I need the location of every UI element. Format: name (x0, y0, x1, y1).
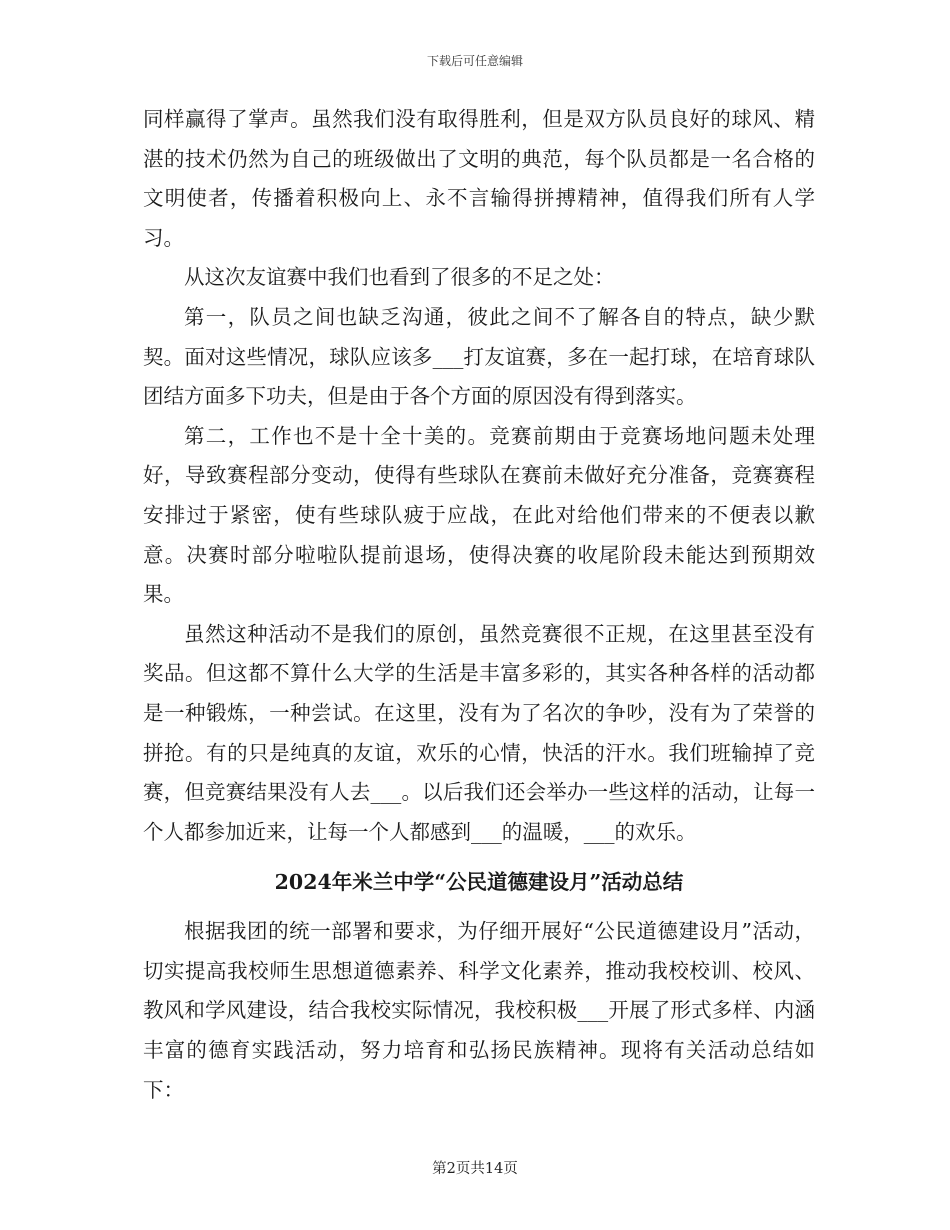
paragraph-shortcomings-intro: 从这次友谊赛中我们也看到了很多的不足之处： (184, 265, 615, 290)
page-header: 下载后可任意编辑 (426, 54, 523, 68)
paragraph-second-point: 第二，工作也不是十全十美的。竞赛前期由于竞赛场地问题未处理好，导致赛程部分变动，使得有些球队在赛前未做好充分准备，竞赛赛程安排过于紧密，使有些球队疲于应战，在此对给他们带来的不便表以歉意。决赛时部分啦啦队提前退场，使得决赛的收尾阶段未能达到预期效果。 (143, 423, 815, 607)
section-heading: 2024年米兰中学“公民道德建设月”活动总结 (274, 870, 684, 895)
paragraph-first-point: 第一，队员之间也缺乏沟通，彼此之间不了解各自的特点，缺少默契。面对这些情况，球队应该多___打友谊赛，多在一起打球，在培育球队团结方面多下功夫，但是由于各个方面的原因没有得到落实。 (143, 304, 815, 409)
paragraph-conclusion: 虽然这种活动不是我们的原创，虽然竞赛很不正规，在这里甚至没有奖品。但这都不算什么大学的生活是丰富多彩的，其实各种各样的活动都是一种锻炼，一种尝试。在这里，没有为了名次的争吵，没有为了荣誉的拼抢。有的只是纯真的友谊，欢乐的心情，快活的汗水。我们班输掉了竞赛，但竞赛结果没有人去___。以后我们还会举办一些这样的活动，让每一个人都参加近来，让每一个人都感到___的温暖，___的欢乐。 (143, 621, 815, 844)
page-footer: 第2页共14页 (432, 1161, 518, 1177)
document-body (143, 100, 815, 1110)
paragraph-continuation: 同样赢得了掌声。虽然我们没有取得胜利，但是双方队员良好的球风、精湛的技术仍然为自己的班级做出了文明的典范，每个队员都是一名合格的文明使者，传播着积极向上、永不言输得拼搏精神，值得我们所有人学习。 (143, 107, 815, 250)
paragraph-activity-summary: 根据我团的统一部署和要求，为仔细开展好“公民道德建设月”活动，切实提高我校师生思想道德素养、科学文化素养，推动我校校训、校风、教风和学风建设，结合我校实际情况，我校积极___开展了形式多样、内涵丰富的德育实践活动，努力培育和弘扬民族精神。现将有关活动总结如下： (143, 919, 815, 1102)
